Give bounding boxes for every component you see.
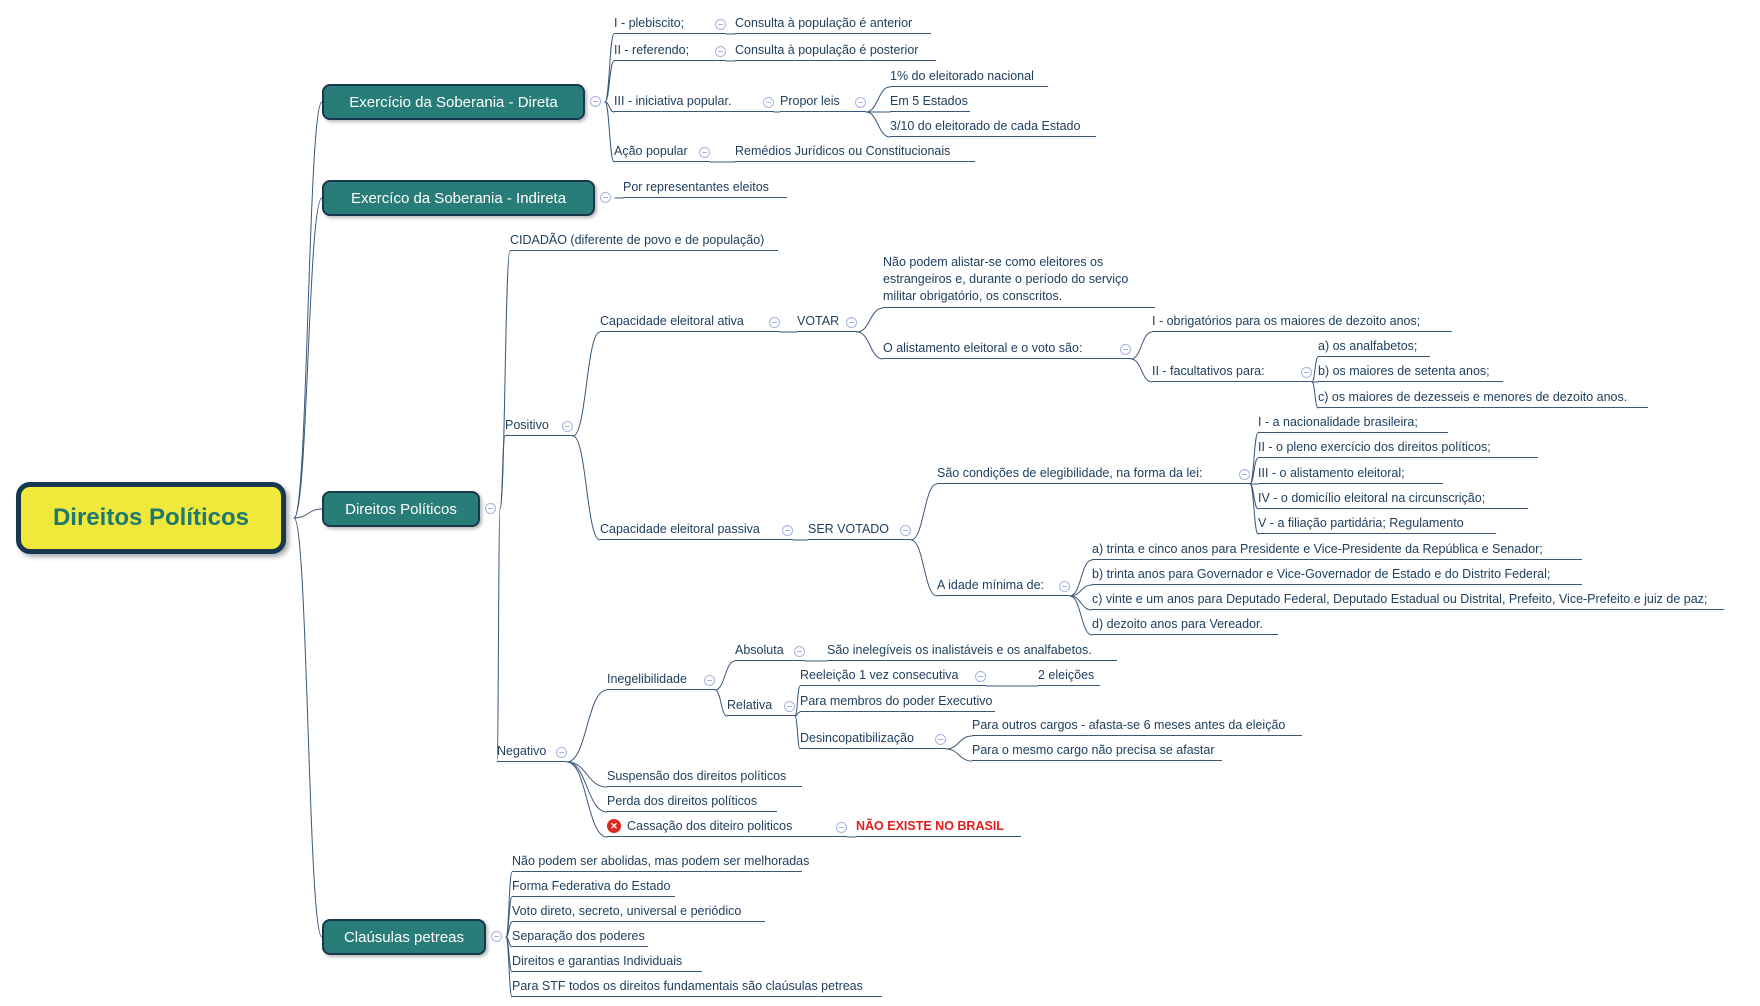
- node-obrigatorios[interactable]: [1152, 314, 1452, 332]
- node-label: Capacidade eleitoral passiva: [600, 522, 760, 536]
- node-direitos-politicos-root[interactable]: [16, 482, 286, 554]
- node-idade-21[interactable]: [1092, 592, 1724, 610]
- edge-line: [573, 332, 600, 436]
- fold-icon[interactable]: [782, 525, 793, 536]
- fold-icon[interactable]: [784, 701, 795, 712]
- node-label: CIDADÃO (diferente de povo e de população): [510, 233, 765, 247]
- node-label: Consulta à população é anterior: [735, 16, 913, 30]
- node-label: Exercício da Soberania - Direta: [349, 93, 558, 111]
- node-label: Em 5 Estados: [890, 94, 968, 108]
- fold-icon[interactable]: [704, 675, 715, 686]
- edge-line: [567, 762, 607, 812]
- fold-icon[interactable]: [556, 747, 567, 758]
- node-label: Por representantes eleitos: [623, 180, 769, 194]
- edge-line: [857, 308, 883, 332]
- node-label: Desincopatibilização: [800, 731, 914, 745]
- node-label: 1% do eleitorado nacional: [890, 69, 1034, 83]
- fold-icon[interactable]: [975, 671, 986, 682]
- fold-icon[interactable]: [794, 646, 805, 657]
- node-label: b) trinta anos para Governador e Vice-Governador de Estado e do Distrito Federal;: [1092, 567, 1551, 581]
- fold-icon[interactable]: [590, 96, 601, 107]
- edge-line: [866, 87, 890, 112]
- node-duas-eleicoes[interactable]: [1038, 668, 1100, 686]
- node-alistamento-voto[interactable]: [883, 341, 1131, 359]
- node-label: Direitos Políticos: [52, 504, 250, 531]
- node-desincompatibilizacao[interactable]: [800, 731, 946, 749]
- node-label: II - referendo;: [614, 43, 690, 57]
- node-label: Exercíco da Soberania - Indireta: [350, 189, 567, 207]
- edge-line: [573, 436, 600, 540]
- fold-icon[interactable]: [562, 421, 573, 432]
- node-label: São inelegíveis os inalistáveis e os analfabetos.: [827, 643, 1092, 657]
- node-label: III - iniciativa popular.: [614, 94, 732, 108]
- edge-line: [715, 661, 735, 690]
- edge-line: [500, 436, 505, 509]
- edge-line: [866, 112, 890, 137]
- fold-icon[interactable]: [935, 734, 946, 745]
- node-label: Não podem alistar-se como eleitores os estrangeiros e, durante o período do serviço militar obrigatório, os conscritos.: [883, 255, 1129, 303]
- node-nao-abolidas[interactable]: [512, 854, 810, 872]
- node-label: Consulta à população é posterior: [735, 43, 919, 57]
- node-separacao-poderes[interactable]: [512, 929, 648, 947]
- node-label: a) trinta e cinco anos para Presidente e Vice-Presidente da República e Senador;: [1092, 542, 1543, 556]
- node-referendo[interactable]: [614, 43, 726, 61]
- edge-line: [500, 251, 510, 509]
- node-idade-35[interactable]: [1092, 542, 1582, 560]
- fold-icon[interactable]: [699, 147, 710, 158]
- node-label: Suspensão dos direitos políticos: [607, 769, 787, 783]
- node-cassacao[interactable]: [607, 819, 847, 837]
- fold-icon[interactable]: [715, 46, 726, 57]
- fold-icon[interactable]: [491, 931, 502, 942]
- node-inegelibilidade[interactable]: [607, 672, 715, 690]
- node-label: A idade mínima de:: [937, 578, 1045, 592]
- node-label: Relativa: [727, 698, 773, 712]
- node-filiacao[interactable]: [1258, 516, 1496, 534]
- node-analfabetos[interactable]: [1318, 339, 1430, 357]
- edge-line: [911, 540, 937, 596]
- node-label: c) vinte e um anos para Deputado Federal, Deputado Estadual ou Distrital, Prefeito, Vice-Prefeito e juiz de paz;: [1092, 592, 1708, 606]
- node-label: c) os maiores de dezesseis e menores de dezoito anos.: [1318, 390, 1628, 404]
- node-label: Separação dos poderes: [512, 929, 645, 943]
- node-representantes[interactable]: [623, 180, 787, 198]
- node-label: Capacidade eleitoral ativa: [600, 314, 744, 328]
- node-nao-existe[interactable]: [856, 819, 1021, 837]
- edge-line: [1070, 596, 1092, 610]
- node-label: Forma Federativa do Estado: [512, 879, 671, 893]
- node-positivo[interactable]: [505, 418, 573, 436]
- edge-line: [497, 509, 500, 762]
- node-label: Para o mesmo cargo não precisa se afastar: [972, 743, 1215, 757]
- node-label: VOTAR: [797, 314, 840, 328]
- node-garantias-individuais[interactable]: [512, 954, 702, 972]
- node-label: Não podem ser abolidas, mas podem ser melhoradas: [512, 854, 810, 868]
- node-cidadao[interactable]: [510, 233, 778, 251]
- fold-icon[interactable]: [769, 317, 780, 328]
- node-label: Para membros do poder Executivo: [800, 694, 993, 708]
- edge-line: [715, 690, 727, 716]
- node-label: Ação popular: [614, 144, 688, 158]
- node-label: Perda dos direitos políticos: [607, 794, 758, 808]
- node-voto-direto[interactable]: [512, 904, 765, 922]
- node-label: Para outros cargos - afasta-se 6 meses antes da eleição: [972, 718, 1286, 732]
- node-conscritos[interactable]: [883, 254, 1155, 308]
- node-propor-leis[interactable]: [780, 94, 866, 112]
- node-capacidade-ativa[interactable]: [600, 314, 780, 332]
- node-idade-18[interactable]: [1092, 617, 1278, 635]
- edge-line: [605, 34, 614, 102]
- edge-line: [1131, 332, 1152, 359]
- node-forma-federativa[interactable]: [512, 879, 675, 897]
- cancel-icon: ✕: [607, 819, 621, 833]
- node-soberania-direta[interactable]: [322, 84, 585, 120]
- node-label: Voto direto, secreto, universal e periódico: [512, 904, 742, 918]
- node-label: V - a filiação partidária; Regulamento: [1258, 516, 1464, 530]
- edge-line: [294, 509, 322, 518]
- node-pleno-exercicio[interactable]: [1258, 440, 1538, 458]
- node-eleitorado-nacional[interactable]: [890, 69, 1048, 87]
- node-label: II - o pleno exercício dos direitos políticos;: [1258, 440, 1491, 454]
- fold-icon[interactable]: [1301, 367, 1312, 378]
- node-label: I - plebiscito;: [614, 16, 685, 30]
- fold-icon[interactable]: [485, 503, 496, 514]
- node-label: Reeleição 1 vez consecutiva: [800, 668, 959, 682]
- fold-icon[interactable]: [855, 97, 866, 108]
- node-em-5-estados[interactable]: [890, 94, 970, 112]
- node-label: Absoluta: [735, 643, 784, 657]
- node-label: b) os maiores de setenta anos;: [1318, 364, 1490, 378]
- node-inelegiveis[interactable]: [827, 643, 1117, 661]
- node-outros-cargos[interactable]: [972, 718, 1302, 736]
- node-stf-clausulas[interactable]: [512, 979, 882, 997]
- edge-line: [911, 484, 937, 540]
- fold-icon[interactable]: [600, 192, 611, 203]
- node-label: São condições de elegibilidade, na forma da lei:: [937, 466, 1203, 480]
- node-maiores-setenta[interactable]: [1318, 364, 1503, 382]
- node-votar[interactable]: [797, 314, 857, 332]
- node-perda[interactable]: [607, 794, 777, 812]
- edge-line: [857, 332, 883, 359]
- node-label: O alistamento eleitoral e o voto são:: [883, 341, 1083, 355]
- node-label: a) os analfabetos;: [1318, 339, 1418, 353]
- node-label: Inegelibilidade: [607, 672, 687, 686]
- node-domicilio[interactable]: [1258, 491, 1528, 509]
- node-label: II - facultativos para:: [1152, 364, 1265, 378]
- node-soberania-indireta[interactable]: [322, 180, 595, 216]
- node-label: Direitos e garantias Individuais: [512, 954, 683, 968]
- node-idade-30[interactable]: [1092, 567, 1582, 585]
- node-idade-minima[interactable]: [937, 578, 1070, 596]
- node-consulta-posterior[interactable]: [735, 43, 936, 61]
- node-dezesseis-dezoito[interactable]: [1318, 390, 1648, 408]
- node-label: NÃO EXISTE NO BRASIL: [856, 819, 1004, 833]
- node-relativa[interactable]: [727, 698, 795, 716]
- node-label: d) dezoito anos para Vereador.: [1092, 617, 1263, 631]
- node-clausulas-petreas[interactable]: [322, 919, 486, 955]
- fold-icon[interactable]: [1120, 344, 1131, 355]
- node-label: 3/10 do eleitorado de cada Estado: [890, 119, 1081, 133]
- node-label: Remédios Jurídicos ou Constitucionais: [735, 144, 951, 158]
- node-ser-votado[interactable]: [808, 522, 911, 540]
- node-label: SER VOTADO: [808, 522, 890, 536]
- node-label: Direitos Políticos: [345, 500, 457, 518]
- edge-line: [294, 198, 322, 518]
- edge-line: [294, 518, 322, 937]
- node-facultativos[interactable]: [1152, 364, 1312, 382]
- node-remedios[interactable]: [735, 144, 975, 162]
- node-suspensao[interactable]: [607, 769, 802, 787]
- node-capacidade-passiva[interactable]: [600, 522, 793, 540]
- edge-line: [946, 736, 972, 749]
- node-label: Claúsulas petreas: [343, 928, 465, 946]
- edge-line: [1250, 484, 1258, 534]
- edge-line: [294, 102, 322, 518]
- node-condicoes-elegibilidade[interactable]: [937, 466, 1250, 484]
- edge-line: [1070, 596, 1092, 635]
- fold-icon[interactable]: [846, 317, 857, 328]
- fold-icon[interactable]: [1239, 469, 1250, 480]
- node-plebiscito[interactable]: [614, 16, 726, 34]
- node-label: Positivo: [505, 418, 549, 432]
- fold-icon[interactable]: [836, 822, 847, 833]
- edge-line: [567, 762, 607, 837]
- node-negativo[interactable]: [497, 744, 567, 762]
- fold-icon[interactable]: [715, 19, 726, 30]
- node-absoluta[interactable]: [735, 643, 805, 661]
- node-iniciativa-popular[interactable]: [614, 94, 774, 112]
- node-reeleicao[interactable]: [800, 668, 986, 686]
- edge-line: [946, 749, 972, 761]
- node-direitos-politicos[interactable]: [322, 491, 480, 527]
- node-nacionalidade[interactable]: [1258, 415, 1448, 433]
- node-consulta-anterior[interactable]: [735, 16, 931, 34]
- edge-line: [567, 690, 607, 762]
- edge-line: [567, 762, 607, 787]
- node-eleitorado-estado[interactable]: [890, 119, 1096, 137]
- node-mesmo-cargo[interactable]: [972, 743, 1222, 761]
- fold-icon[interactable]: [900, 525, 911, 536]
- node-label: III - o alistamento eleitoral;: [1258, 466, 1405, 480]
- node-label: Propor leis: [780, 94, 840, 108]
- edge-line: [1131, 359, 1152, 382]
- node-label: Negativo: [497, 744, 547, 758]
- node-label: IV - o domicílio eleitoral na circunscrição;: [1258, 491, 1486, 505]
- node-label: Cassação dos diteiro politicos: [627, 819, 793, 833]
- node-label: I - a nacionalidade brasileira;: [1258, 415, 1418, 429]
- node-acao-popular[interactable]: [614, 144, 710, 162]
- node-label: 2 eleições: [1038, 668, 1095, 682]
- node-membros-executivo[interactable]: [800, 694, 995, 712]
- node-label: Para STF todos os direitos fundamentais são claúsulas petreas: [512, 979, 863, 993]
- node-alistamento-eleitoral[interactable]: [1258, 466, 1443, 484]
- node-label: I - obrigatórios para os maiores de dezoito anos;: [1152, 314, 1421, 328]
- fold-icon[interactable]: [1059, 581, 1070, 592]
- fold-icon[interactable]: [763, 97, 774, 108]
